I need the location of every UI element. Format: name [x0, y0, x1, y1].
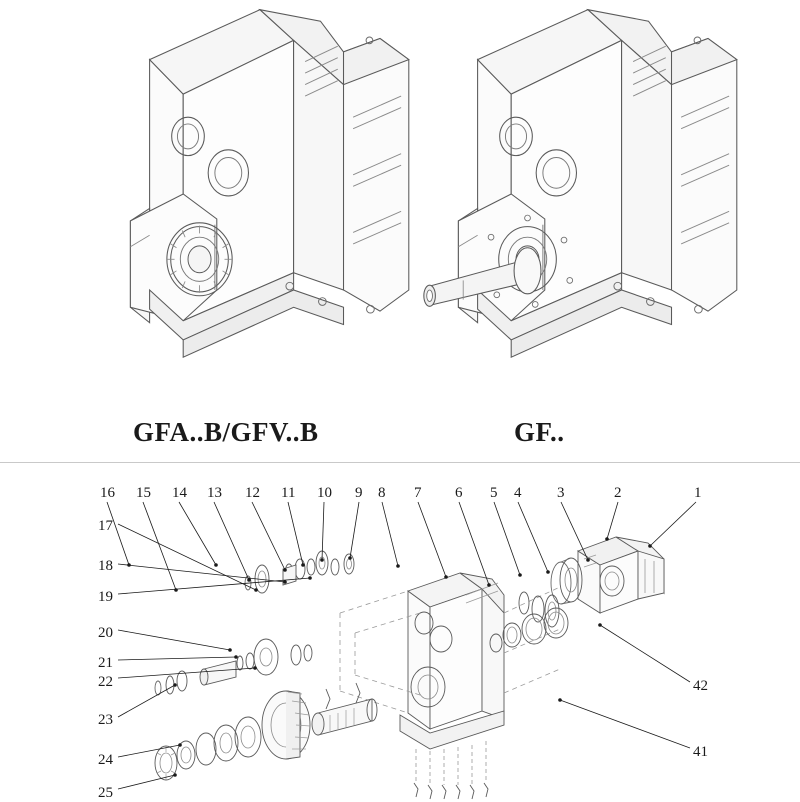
figure-caption-gfa-b-gfv-b: GFA..B/GFV..B	[133, 417, 319, 447]
small-parts-row-upper	[245, 551, 354, 593]
callout-number-2: 2	[614, 485, 622, 501]
motor-adapter	[578, 537, 664, 613]
callout-number-23: 23	[98, 712, 113, 728]
leader-line-7	[418, 502, 446, 577]
leader-line-11	[288, 502, 303, 565]
leader-dot-2	[605, 537, 609, 541]
figure-gf	[424, 10, 737, 358]
leader-line-1	[650, 502, 696, 546]
callout-number-11: 11	[281, 485, 296, 501]
callout-number-5: 5	[490, 485, 498, 501]
leader-dot-12	[283, 568, 287, 572]
callout-number-21: 21	[98, 655, 113, 671]
leader-dot-1	[648, 544, 652, 548]
callout-number-17: 17	[98, 518, 113, 534]
leader-line-23	[118, 685, 175, 717]
housing-assembly	[400, 573, 504, 749]
figure-gfa-b-gfv-b	[130, 10, 408, 358]
leader-line-21	[118, 657, 236, 660]
leader-dot-22	[253, 666, 257, 670]
leader-line-4	[518, 502, 548, 572]
small-parts-row-middle	[155, 639, 312, 695]
leader-dot-10	[320, 558, 324, 562]
callout-number-19: 19	[98, 589, 113, 605]
leader-dot-4	[546, 570, 550, 574]
callout-number-16: 16	[100, 485, 115, 501]
leader-line-5	[494, 502, 520, 575]
output-gear	[262, 691, 310, 759]
callout-number-12: 12	[245, 485, 260, 501]
exploded-parts-drawing	[0, 463, 800, 800]
exploded-parts-section	[0, 463, 800, 800]
leader-dot-42	[598, 623, 602, 627]
callout-number-13: 13	[207, 485, 222, 501]
leader-line-9	[350, 502, 359, 558]
leader-line-8	[382, 502, 398, 566]
callout-number-25: 25	[98, 785, 113, 801]
leader-line-13	[214, 502, 249, 580]
leader-dot-11	[301, 563, 305, 567]
leader-line-20	[118, 630, 230, 650]
leader-dot-3	[586, 558, 590, 562]
leader-line-25	[118, 775, 175, 789]
leader-dot-17	[254, 588, 258, 592]
leader-dot-16	[127, 563, 131, 567]
leader-dot-21	[234, 655, 238, 659]
callout-number-18: 18	[98, 558, 113, 574]
figure-caption-gf: GF..	[514, 417, 565, 447]
callout-number-10: 10	[317, 485, 332, 501]
callout-number-24: 24	[98, 752, 113, 768]
leader-line-3	[561, 502, 588, 560]
leader-dot-13	[247, 578, 251, 582]
callout-number-14: 14	[172, 485, 187, 501]
leader-dot-8	[396, 564, 400, 568]
callout-number-15: 15	[136, 485, 151, 501]
callout-number-4: 4	[514, 485, 522, 501]
pinion-shaft	[312, 683, 377, 735]
leader-line-6	[459, 502, 489, 585]
leader-dot-25	[173, 773, 177, 777]
callout-number-9: 9	[355, 485, 363, 501]
callout-number-8: 8	[378, 485, 386, 501]
bearings-bottom-left	[155, 717, 261, 780]
leader-line-17	[118, 524, 256, 590]
leader-dot-23	[173, 683, 177, 687]
leader-dot-6	[487, 583, 491, 587]
callout-number-20: 20	[98, 625, 113, 641]
leader-dot-41	[558, 698, 562, 702]
leader-line-41	[560, 700, 690, 748]
leader-line-24	[118, 745, 180, 757]
callout-number-7: 7	[414, 485, 422, 501]
callout-number-6: 6	[455, 485, 463, 501]
callout-number-41: 41	[693, 744, 708, 760]
callout-number-3: 3	[557, 485, 565, 501]
leader-line-12	[252, 502, 285, 570]
leader-dot-20	[228, 648, 232, 652]
callout-number-22: 22	[98, 674, 113, 690]
leader-line-42	[600, 625, 690, 682]
leader-line-2	[607, 502, 618, 539]
leader-line-19	[118, 578, 310, 594]
leader-dot-15	[174, 588, 178, 592]
leader-line-18	[118, 564, 285, 582]
spacer-rings	[519, 592, 559, 627]
leader-dot-9	[348, 556, 352, 560]
leader-dot-24	[178, 743, 182, 747]
leader-dot-18	[283, 580, 287, 584]
leader-dot-7	[444, 575, 448, 579]
leader-line-15	[143, 502, 176, 590]
leader-dot-5	[518, 573, 522, 577]
callout-number-42: 42	[693, 678, 708, 694]
leader-dot-14	[214, 563, 218, 567]
leader-dot-19	[308, 576, 312, 580]
callout-number-1: 1	[694, 485, 702, 501]
